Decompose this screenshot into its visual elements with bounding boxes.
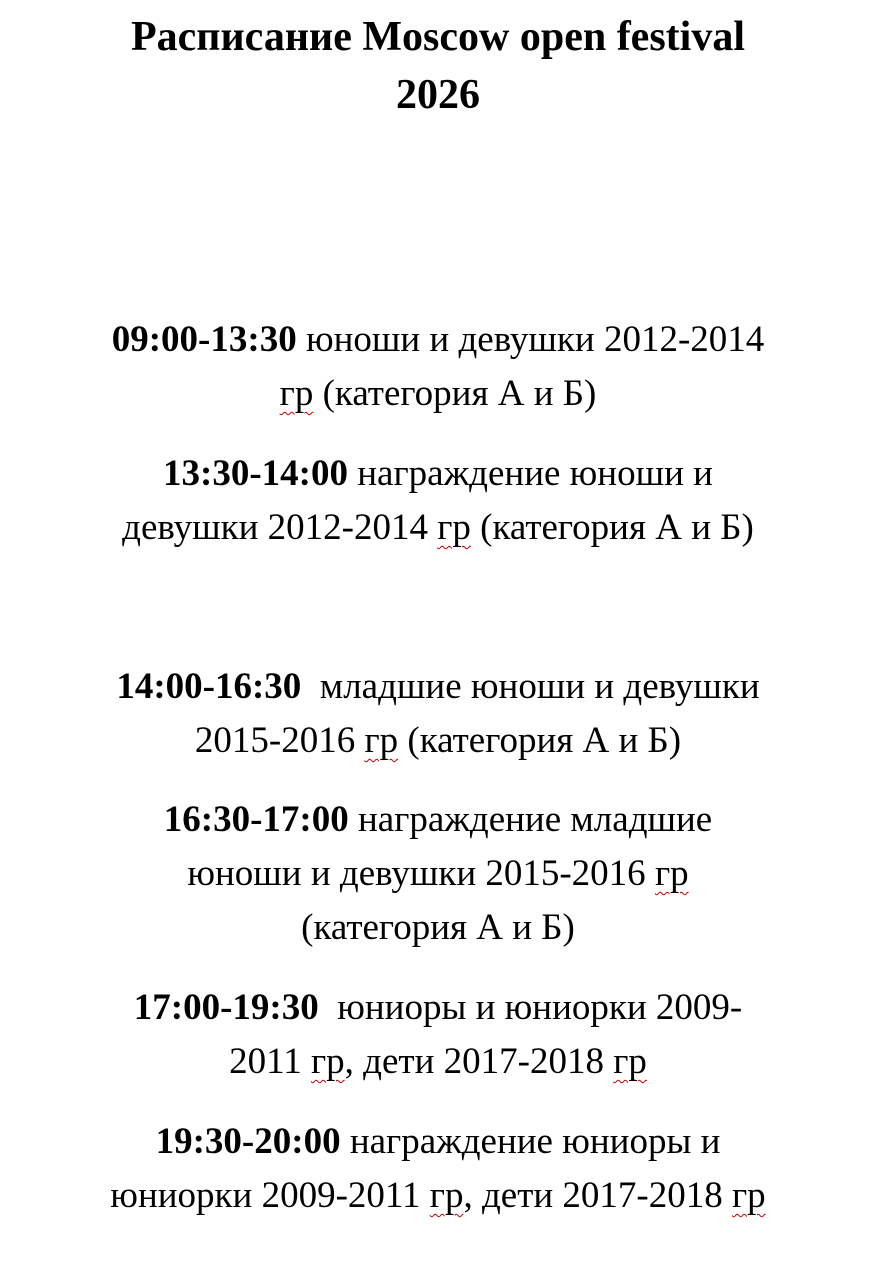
- entry-text: юноши и девушки 2012-2014: [296, 319, 765, 360]
- entry-text: награждение юниоры и: [340, 1121, 721, 1162]
- entry-time: 14:00-16:30: [116, 666, 302, 707]
- page-title: [0, 8, 876, 124]
- entry-line: [164, 847, 712, 901]
- entry-text: юниорки 2009-2011: [110, 1175, 430, 1216]
- entry-line: [110, 1115, 765, 1169]
- schedule-entry: [164, 793, 712, 955]
- entry-text: 2015-2016: [194, 720, 365, 761]
- entry-time: 19:30-20:00: [155, 1121, 341, 1162]
- entry-line: [116, 714, 759, 768]
- entry-text: младшие юноши и девушки: [301, 666, 760, 707]
- entry-line: [164, 793, 712, 847]
- entry-line: [112, 313, 765, 367]
- entry-line: [116, 660, 759, 714]
- entry-time: 17:00-19:30: [133, 987, 319, 1028]
- entry-line: [134, 981, 742, 1035]
- entry-line: [112, 367, 765, 421]
- spellcheck-word: гр: [364, 720, 399, 761]
- entry-time: 13:30-14:00: [163, 453, 349, 494]
- schedule-entry: [110, 1115, 765, 1223]
- entry-text: (категория А и Б): [313, 373, 597, 414]
- entry-text: 2011: [229, 1041, 311, 1082]
- entry-time: 09:00-13:30: [111, 319, 297, 360]
- spellcheck-word: гр: [429, 1175, 464, 1216]
- entry-text: награждение младшие: [348, 799, 713, 840]
- entry-line: [110, 1169, 765, 1223]
- spellcheck-word: гр: [654, 853, 689, 894]
- schedule-entry: [116, 660, 759, 768]
- title-line-1: Расписание Moscow open festival: [130, 14, 745, 60]
- spellcheck-word: гр: [613, 1041, 647, 1082]
- spellcheck-word: гр: [310, 1041, 345, 1082]
- entry-text: , дети 2017-2018: [463, 1175, 733, 1216]
- entry-line: [122, 447, 754, 501]
- schedule-entry: [134, 981, 742, 1089]
- spellcheck-word: гр: [732, 1175, 766, 1216]
- entry-text: награждение юноши и: [348, 453, 713, 494]
- spellcheck-word: гр: [279, 373, 314, 414]
- entry-line: [134, 1035, 742, 1089]
- entry-line: [122, 501, 754, 555]
- entry-text: юноши и девушки 2015-2016: [187, 853, 655, 894]
- entry-text: (категория А и Б): [470, 507, 754, 548]
- entry-text: , дети 2017-2018: [344, 1041, 614, 1082]
- spellcheck-word: гр: [437, 507, 471, 548]
- entry-time: 16:30-17:00: [163, 799, 349, 840]
- entry-text: (категория А и Б): [398, 720, 682, 761]
- schedule-entry: [112, 313, 765, 421]
- schedule-entry: [122, 447, 754, 555]
- title-line-2: 2026: [396, 72, 480, 118]
- entry-text: девушки 2012-2014: [122, 507, 438, 548]
- entry-line: (категория А и Б): [301, 907, 575, 948]
- entry-text: юниоры и юниорки 2009-: [318, 987, 743, 1028]
